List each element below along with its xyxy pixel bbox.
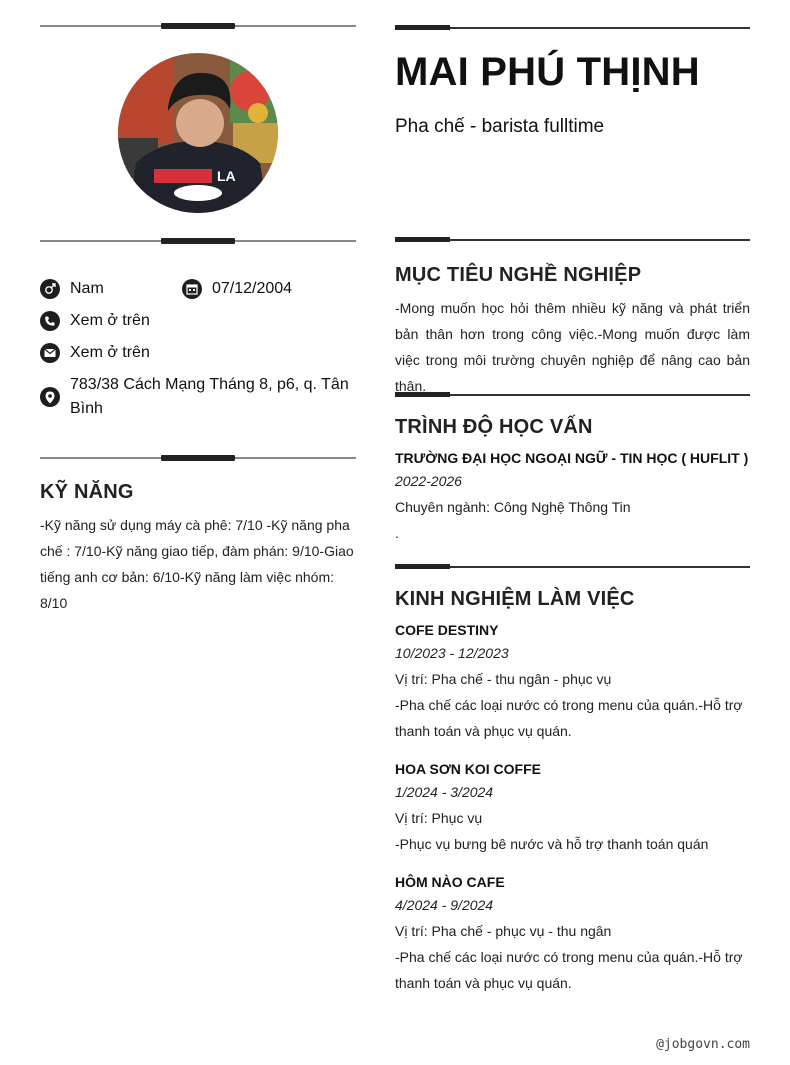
experience-entry <box>395 759 750 857</box>
work-position: Vị trí: Phục vụ <box>395 810 483 826</box>
watermark: @jobgovn.com <box>656 1037 750 1052</box>
gender-icon <box>40 279 60 299</box>
location-pin-icon <box>40 387 60 407</box>
divider-experience <box>395 566 750 568</box>
work-description: -Phục vụ bưng bê nước và hỗ trợ thanh toán quán <box>395 836 709 852</box>
info-address <box>40 373 356 421</box>
objective-title: MỤC TIÊU NGHỀ NGHIỆP <box>395 264 642 286</box>
objective-text: -Mong muốn học hỏi thêm nhiều kỹ năng và phát triển bản thân hơn trong công việc.-Mong muốn được làm việc trong môi trường chuyên nghiệp để nâng cao bản thân. <box>395 300 750 394</box>
divider-objective <box>395 239 750 241</box>
phone-icon <box>40 311 60 331</box>
experience-entry <box>395 872 750 996</box>
email-value: Xem ở trên <box>70 344 150 361</box>
avatar-photo <box>118 53 278 213</box>
divider-info <box>40 240 356 242</box>
company-name: COFE DESTINY <box>395 622 499 638</box>
education-note: . <box>395 525 399 541</box>
company-name: HOA SƠN KOI COFFE <box>395 761 541 777</box>
info-birthday <box>182 277 292 301</box>
education-title: TRÌNH ĐỘ HỌC VẤN <box>395 416 593 438</box>
divider-top-right <box>395 27 750 29</box>
work-position: Vị trí: Pha chế - phục vụ - thu ngân <box>395 923 612 939</box>
candidate-name: MAI PHÚ THỊNH <box>395 50 700 94</box>
avatar <box>118 53 278 213</box>
work-description: -Pha chế các loại nước có trong menu của quán.-Hỗ trợ thanh toán và phục vụ quán. <box>395 949 743 991</box>
email-icon <box>40 343 60 363</box>
info-phone <box>40 309 150 333</box>
job-title: Pha chế - barista fulltime <box>395 116 605 137</box>
experience-title: KINH NGHIỆM LÀM VIỆC <box>395 588 635 610</box>
divider-top-left <box>40 25 356 27</box>
education-major: Chuyên ngành: Công Nghệ Thông Tin <box>395 499 631 515</box>
calendar-icon <box>182 279 202 299</box>
education-period: 2022-2026 <box>395 473 462 489</box>
gender-value: Nam <box>70 280 104 297</box>
divider-skills <box>40 457 356 459</box>
experience-entry <box>395 620 750 744</box>
education-entry <box>395 448 750 546</box>
skills-text: -Kỹ năng sử dụng máy cà phê: 7/10 -Kỹ năng pha chế : 7/10-Kỹ năng giao tiếp, đàm phán: 9/10-Giao tiếng anh cơ bản: 6/10-Kỹ năng làm việc nhóm: 8/10 <box>40 517 354 611</box>
phone-value: Xem ở trên <box>70 312 150 329</box>
school-name: TRƯỜNG ĐẠI HỌC NGOẠI NGỮ - TIN HỌC ( HUFLIT ) <box>395 450 749 466</box>
work-description: -Pha chế các loại nước có trong menu của quán.-Hỗ trợ thanh toán và phục vụ quán. <box>395 697 743 739</box>
info-email <box>40 341 150 365</box>
work-period: 4/2024 - 9/2024 <box>395 897 494 913</box>
work-period: 1/2024 - 3/2024 <box>395 784 494 800</box>
svg-text:LA: LA <box>217 168 236 184</box>
company-name: HÔM NÀO CAFE <box>395 874 505 890</box>
skills-title: KỸ NĂNG <box>40 481 134 503</box>
work-position: Vị trí: Pha chế - thu ngân - phục vụ <box>395 671 612 687</box>
birthday-value: 07/12/2004 <box>212 280 293 297</box>
info-gender <box>40 277 104 301</box>
work-period: 10/2023 - 12/2023 <box>395 645 509 661</box>
address-value: 783/38 Cách Mạng Tháng 8, p6, q. Tân Bình <box>70 376 349 417</box>
